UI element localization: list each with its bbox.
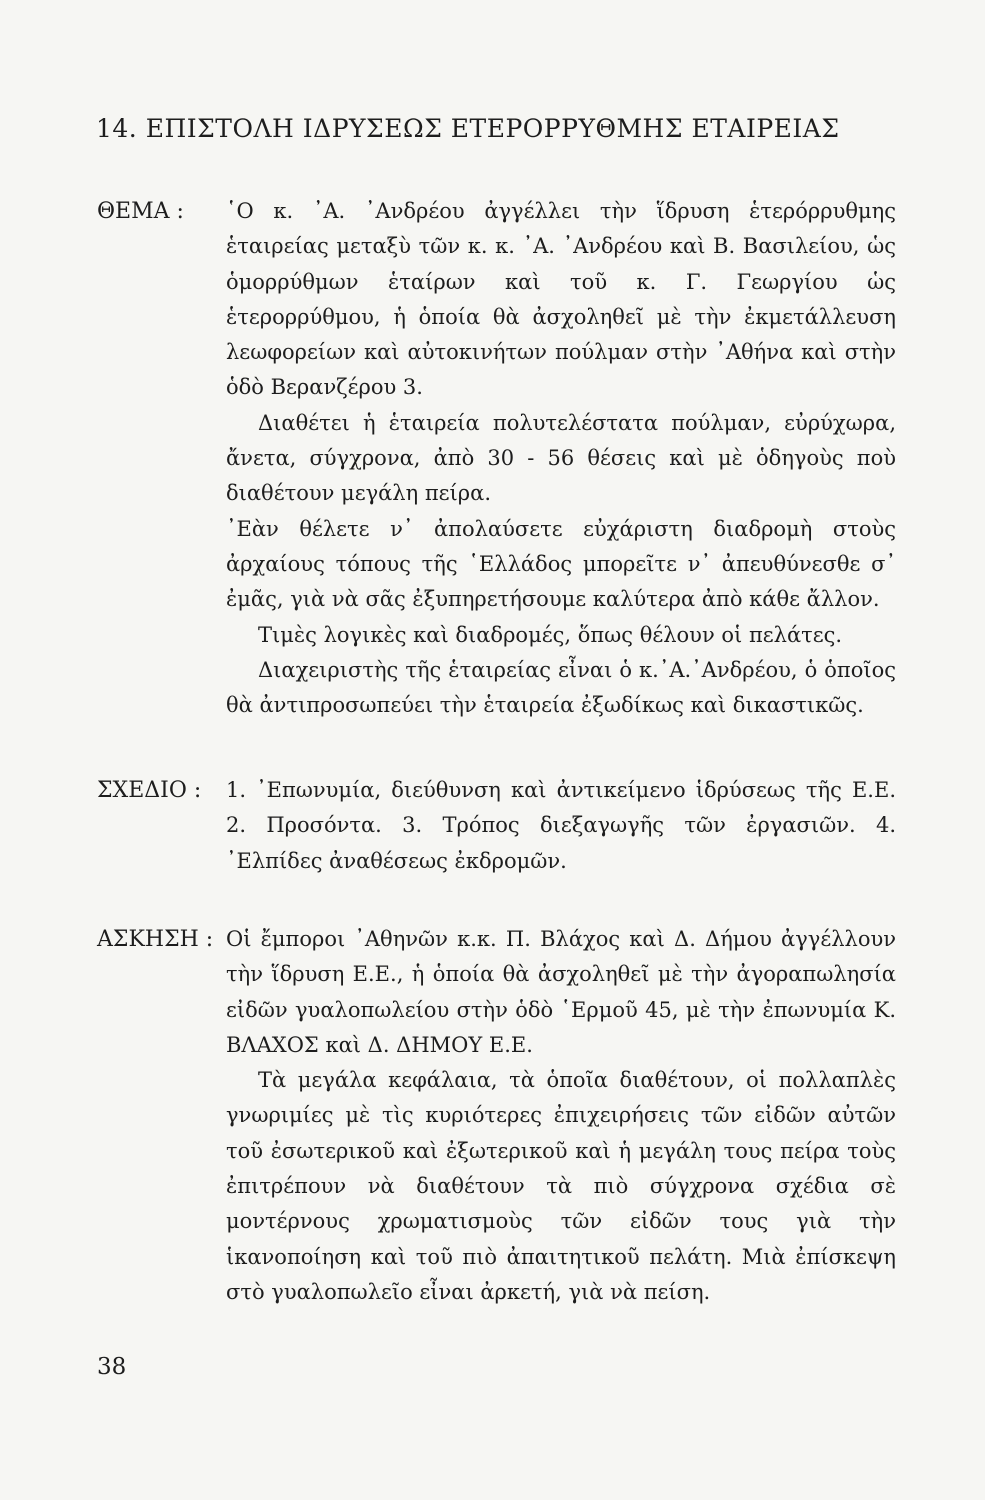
askisi-paragraph: Οἱ ἔμποροι ᾿Αθηνῶν κ.κ. Π. Βλάχος καὶ Δ. Δήμου ἀγγέλλουν τὴν ἵδρυση Ε.Ε., ἡ ὁποία θὰ ἀσχοληθεῖ μὲ τὴν ἀγοραπωλησία εἰδῶν γυαλοπωλείου στὴν ὁδὸ ῾Ερμοῦ 45, μὲ τὴν ἐπωνυμία Κ. ΒΛΑΧΟΣ καὶ Δ. ΔΗΜΟΥ Ε.Ε. [226,927,896,1057]
schedio-section [97,773,907,883]
askisi-paragraph: Τὰ μεγάλα κεφάλαια, τὰ ὁποῖα διαθέτουν, οἱ πολλαπλὲς γνωριμίες μὲ τὶς κυριότερες ἐπιχειρήσεις τῶν εἰδῶν αὐτῶν τοῦ ἐσωτερικοῦ καὶ ἐξωτερικοῦ καὶ ἡ μεγάλη τους πείρα τοὺς ἐπιτρέπουν νὰ διαθέτουν τὰ πιὸ σύγχρονα σχέδια σὲ μοντέρνους χρωματισμοὺς τῶν εἰδῶν τους γιὰ τὴν ἱκανοποίηση καὶ τοῦ πιὸ ἀπαιτητικοῦ πελάτη. Μιὰ ἐπίσκεψη στὸ γυαλοπωλεῖο εἶναι ἀρκετή, γιὰ νὰ πείση. [226,1068,896,1304]
thema-paragraph: Τιμὲς λογικὲς καὶ διαδρομές, ὅπως θέλουν οἱ πελάτες. [258,622,843,647]
thema-section [97,194,907,734]
schedio-body [226,773,896,879]
thema-body [226,194,896,723]
thema-paragraph: Διαθέτει ἡ ἑταιρεία πολυτελέστατα πούλμαν, εὐρύχωρα, ἄνετα, σύγχρονα, ἀπὸ 30 - 56 θέσεις καὶ μὲ ὁδηγοὺς ποὺ διαθέτουν μεγάλη πείρα. [226,410,896,506]
page-number: 38 [97,1354,127,1380]
thema-label: ΘΕΜΑ : [97,199,184,224]
askisi-section [97,922,907,1304]
thema-paragraph: ῾Ο κ. ᾿Α. ᾿Ανδρέου ἀγγέλλει τὴν ἵδρυση ἑτερόρρυθμης ἑταιρείας μεταξὺ τῶν κ. κ. ᾿Α. ᾿Ανδρέου καὶ Β. Βασιλείου, ὡς ὁμορρύθμων ἑταίρων καὶ τοῦ κ. Γ. Γεωργίου ὡς ἑτερορρύθμου, ἡ ὁποία θὰ ἀσχοληθεῖ μὲ τὴν ἐκμετάλλευση λεωφορείων καὶ αὐτοκινήτων πούλμαν στὴν ᾿Αθήνα καὶ στὴν ὁδὸ Βερανζέρου 3. [226,199,896,400]
schedio-label: ΣΧΕΔΙΟ : [97,778,202,803]
askisi-body [226,922,896,1310]
page-title: 14. ΕΠΙΣΤΟΛΗ ΙΔΡΥΣΕΩΣ ΕΤΕΡΟΡΡΥΘΜΗΣ ΕΤΑΙΡΕΙΑΣ [96,114,840,143]
thema-paragraph: ᾿Εὰν θέλετε ν᾿ ἀπολαύσετε εὐχάριστη διαδρομὴ στοὺς ἀρχαίους τόπους τῆς ῾Ελλάδος μπορεῖτε ν᾿ ἀπευθύνεσθε σ᾿ ἐμᾶς, γιὰ νὰ σᾶς ἐξυπηρετήσουμε καλύτερα ἀπὸ κάθε ἄλλον. [226,516,896,612]
thema-paragraph: Διαχειριστὴς τῆς ἑταιρείας εἶναι ὁ κ.᾿Α.᾿Ανδρέου, ὁ ὁποῖος θὰ ἀντιπροσωπεύει τὴν ἑταιρεία ἐξωδίκως καὶ δικαστικῶς. [226,657,896,718]
schedio-text: 1. ᾿Επωνυμία, διεύθυνση καὶ ἀντικείμενο ἱδρύσεως τῆς Ε.Ε. 2. Προσόντα. 3. Τρόπος διεξαγωγῆς τῶν ἐργασιῶν. 4. ᾿Ελπίδες ἀναθέσεως ἐκδρομῶν. [226,778,896,873]
askisi-label: ΑΣΚΗΣΗ : [97,927,214,952]
